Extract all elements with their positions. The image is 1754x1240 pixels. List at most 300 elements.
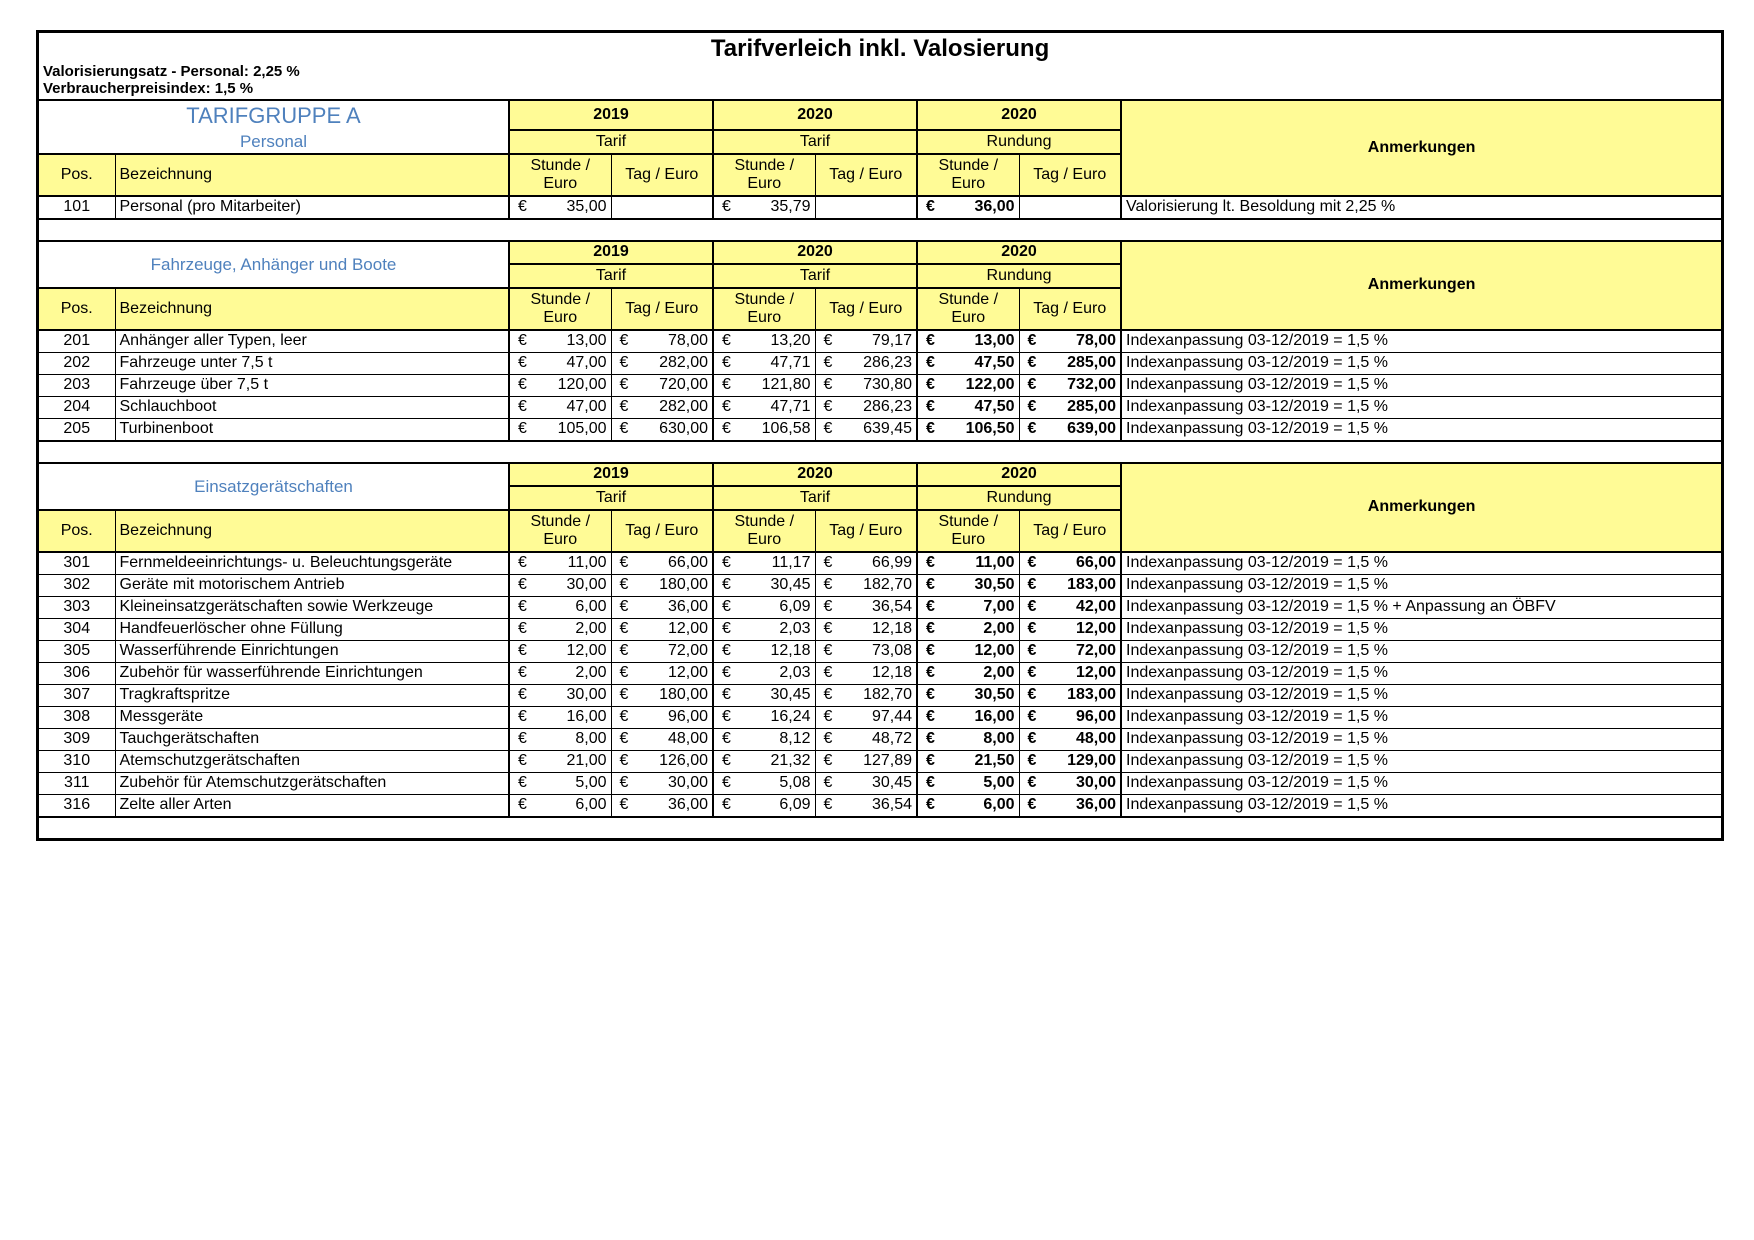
currency-symbol: € bbox=[509, 597, 531, 619]
day-cell: 12,18 bbox=[837, 663, 917, 685]
currency-symbol: € bbox=[815, 575, 837, 597]
tag-header: Tag / Euro bbox=[815, 510, 917, 552]
hour-cell: 5,08 bbox=[735, 773, 815, 795]
rounded-hour-cell: 12,00 bbox=[939, 641, 1019, 663]
tarif-2020-label: Tarif bbox=[713, 486, 917, 510]
tarif-2019-label: Tarif bbox=[509, 264, 713, 288]
tag-header: Tag / Euro bbox=[815, 154, 917, 196]
currency-symbol: € bbox=[713, 729, 735, 751]
currency-symbol: € bbox=[815, 751, 837, 773]
currency-symbol: € bbox=[611, 552, 633, 575]
hour-cell: 30,45 bbox=[735, 685, 815, 707]
currency-symbol: € bbox=[917, 751, 939, 773]
currency-symbol: € bbox=[917, 685, 939, 707]
hour-cell: 47,71 bbox=[735, 353, 815, 375]
currency-symbol: € bbox=[611, 397, 633, 419]
anmerkung-cell: Indexanpassung 03-12/2019 = 1,5 % bbox=[1121, 552, 1721, 575]
currency-symbol: € bbox=[917, 597, 939, 619]
currency-symbol: € bbox=[917, 773, 939, 795]
hour-cell: 2,00 bbox=[531, 663, 611, 685]
day-cell: 48,00 bbox=[633, 729, 713, 751]
currency-symbol: € bbox=[1019, 330, 1041, 353]
day-cell: 30,45 bbox=[837, 773, 917, 795]
currency-symbol: € bbox=[815, 685, 837, 707]
pos-cell: 307 bbox=[39, 685, 115, 707]
year-2019: 2019 bbox=[509, 241, 713, 264]
hour-cell: 11,17 bbox=[735, 552, 815, 575]
currency-symbol: € bbox=[611, 795, 633, 818]
currency-symbol: € bbox=[611, 419, 633, 442]
currency-symbol bbox=[1019, 196, 1041, 219]
currency-symbol: € bbox=[713, 196, 735, 219]
stunde-header: Stunde / Euro bbox=[509, 154, 611, 196]
pos-cell: 302 bbox=[39, 575, 115, 597]
currency-symbol: € bbox=[509, 773, 531, 795]
rounded-hour-cell: 36,00 bbox=[939, 196, 1019, 219]
currency-symbol: € bbox=[815, 641, 837, 663]
anmerkungen-header: Anmerkungen bbox=[1121, 241, 1721, 330]
anmerkung-cell: Indexanpassung 03-12/2019 = 1,5 % bbox=[1121, 330, 1721, 353]
currency-symbol: € bbox=[611, 729, 633, 751]
currency-symbol: € bbox=[713, 397, 735, 419]
table-row bbox=[39, 707, 1721, 729]
bezeichnung-cell: Turbinenboot bbox=[115, 419, 509, 442]
rounded-day-cell: 30,00 bbox=[1041, 773, 1121, 795]
hour-cell: 13,00 bbox=[531, 330, 611, 353]
day-cell: 97,44 bbox=[837, 707, 917, 729]
currency-symbol: € bbox=[509, 196, 531, 219]
stunde-header: Stunde / Euro bbox=[917, 288, 1019, 330]
year-2019: 2019 bbox=[509, 463, 713, 486]
section-title: Personal bbox=[239, 131, 308, 151]
rounded-day-cell: 639,00 bbox=[1041, 419, 1121, 442]
bezeichnung-cell: Schlauchboot bbox=[115, 397, 509, 419]
hour-cell: 2,03 bbox=[735, 619, 815, 641]
rounded-hour-cell: 30,50 bbox=[939, 685, 1019, 707]
day-cell: 96,00 bbox=[633, 707, 713, 729]
rounded-day-cell: 12,00 bbox=[1041, 663, 1121, 685]
currency-symbol: € bbox=[509, 641, 531, 663]
bezeichnung-header: Bezeichnung bbox=[115, 288, 509, 330]
bezeichnung-cell: Handfeuerlöscher ohne Füllung bbox=[115, 619, 509, 641]
currency-symbol: € bbox=[1019, 397, 1041, 419]
day-cell: 180,00 bbox=[633, 685, 713, 707]
tariff-table bbox=[39, 33, 1721, 838]
table-row bbox=[39, 663, 1721, 685]
day-cell: 12,00 bbox=[633, 619, 713, 641]
day-cell: 282,00 bbox=[633, 397, 713, 419]
rounded-day-cell: 42,00 bbox=[1041, 597, 1121, 619]
tag-header: Tag / Euro bbox=[1019, 510, 1121, 552]
currency-symbol: € bbox=[917, 707, 939, 729]
pos-cell: 301 bbox=[39, 552, 115, 575]
bezeichnung-cell: Geräte mit motorischem Antrieb bbox=[115, 575, 509, 597]
currency-symbol: € bbox=[1019, 795, 1041, 818]
day-cell: 36,00 bbox=[633, 597, 713, 619]
currency-symbol: € bbox=[1019, 353, 1041, 375]
rounded-hour-cell: 21,50 bbox=[939, 751, 1019, 773]
rundung-label: Rundung bbox=[917, 264, 1121, 288]
rounded-day-cell: 285,00 bbox=[1041, 397, 1121, 419]
anmerkung-cell: Indexanpassung 03-12/2019 = 1,5 % bbox=[1121, 353, 1721, 375]
currency-symbol: € bbox=[713, 575, 735, 597]
currency-symbol: € bbox=[1019, 552, 1041, 575]
rounded-hour-cell: 47,50 bbox=[939, 397, 1019, 419]
anmerkung-cell: Indexanpassung 03-12/2019 = 1,5 % bbox=[1121, 575, 1721, 597]
pos-cell: 305 bbox=[39, 641, 115, 663]
day-cell: 730,80 bbox=[837, 375, 917, 397]
pos-header: Pos. bbox=[39, 154, 115, 196]
bezeichnung-header: Bezeichnung bbox=[115, 510, 509, 552]
rounded-hour-cell: 2,00 bbox=[939, 619, 1019, 641]
currency-symbol: € bbox=[815, 773, 837, 795]
hour-cell: 6,00 bbox=[531, 597, 611, 619]
currency-symbol: € bbox=[509, 795, 531, 818]
page-title: Tarifverleich inkl. Valosierung bbox=[710, 35, 1050, 62]
rundung-label: Rundung bbox=[917, 130, 1121, 154]
bezeichnung-cell: Tauchgerätschaften bbox=[115, 729, 509, 751]
spacer-cell bbox=[39, 441, 1721, 463]
section-title: Einsatzgerätschaften bbox=[194, 476, 353, 496]
currency-symbol: € bbox=[611, 663, 633, 685]
currency-symbol: € bbox=[917, 419, 939, 442]
anmerkung-cell: Indexanpassung 03-12/2019 = 1,5 % bbox=[1121, 419, 1721, 442]
bezeichnung-cell: Kleineinsatzgerätschaften sowie Werkzeuge bbox=[115, 597, 509, 619]
currency-symbol: € bbox=[917, 663, 939, 685]
currency-symbol: € bbox=[917, 330, 939, 353]
table-row bbox=[39, 196, 1721, 219]
currency-symbol: € bbox=[1019, 575, 1041, 597]
spacer-cell bbox=[39, 219, 1721, 241]
table-row bbox=[39, 795, 1721, 818]
spacer-row bbox=[39, 817, 1721, 838]
currency-symbol: € bbox=[611, 619, 633, 641]
anmerkung-cell: Indexanpassung 03-12/2019 = 1,5 % bbox=[1121, 795, 1721, 818]
currency-symbol: € bbox=[509, 663, 531, 685]
rounded-hour-cell: 106,50 bbox=[939, 419, 1019, 442]
currency-symbol: € bbox=[713, 707, 735, 729]
bezeichnung-cell: Atemschutzgerätschaften bbox=[115, 751, 509, 773]
hour-cell: 16,00 bbox=[531, 707, 611, 729]
hour-cell: 12,18 bbox=[735, 641, 815, 663]
currency-symbol: € bbox=[815, 619, 837, 641]
spacer-cell bbox=[39, 817, 1721, 838]
bezeichnung-cell: Wasserführende Einrichtungen bbox=[115, 641, 509, 663]
currency-symbol: € bbox=[611, 685, 633, 707]
stunde-header: Stunde / Euro bbox=[713, 154, 815, 196]
table-row bbox=[39, 729, 1721, 751]
section-header-row bbox=[39, 463, 1721, 486]
hour-cell: 21,00 bbox=[531, 751, 611, 773]
tag-header: Tag / Euro bbox=[1019, 154, 1121, 196]
bezeichnung-cell: Messgeräte bbox=[115, 707, 509, 729]
pos-cell: 203 bbox=[39, 375, 115, 397]
day-cell: 36,00 bbox=[633, 795, 713, 818]
currency-symbol: € bbox=[1019, 729, 1041, 751]
day-cell: 282,00 bbox=[633, 353, 713, 375]
currency-symbol: € bbox=[917, 375, 939, 397]
hour-cell: 12,00 bbox=[531, 641, 611, 663]
day-cell: 639,45 bbox=[837, 419, 917, 442]
hour-cell: 47,71 bbox=[735, 397, 815, 419]
table-row bbox=[39, 751, 1721, 773]
pos-cell: 306 bbox=[39, 663, 115, 685]
pos-cell: 303 bbox=[39, 597, 115, 619]
meta-vpi: Verbraucherpreisindex: 1,5 % bbox=[39, 80, 1721, 100]
day-cell: 182,70 bbox=[837, 685, 917, 707]
currency-symbol: € bbox=[713, 663, 735, 685]
hour-cell: 106,58 bbox=[735, 419, 815, 442]
rounded-hour-cell: 8,00 bbox=[939, 729, 1019, 751]
hour-cell: 6,00 bbox=[531, 795, 611, 818]
group-title: TARIFGRUPPE A bbox=[186, 102, 361, 128]
hour-cell: 21,32 bbox=[735, 751, 815, 773]
anmerkung-cell: Indexanpassung 03-12/2019 = 1,5 % bbox=[1121, 751, 1721, 773]
currency-symbol: € bbox=[509, 330, 531, 353]
rundung-label: Rundung bbox=[917, 486, 1121, 510]
currency-symbol: € bbox=[713, 419, 735, 442]
tarif-2020-label: Tarif bbox=[713, 130, 917, 154]
currency-symbol: € bbox=[917, 729, 939, 751]
currency-symbol: € bbox=[713, 597, 735, 619]
hour-cell: 11,00 bbox=[531, 552, 611, 575]
tag-header: Tag / Euro bbox=[815, 288, 917, 330]
bezeichnung-cell: Fahrzeuge über 7,5 t bbox=[115, 375, 509, 397]
currency-symbol bbox=[611, 196, 633, 219]
hour-cell: 121,80 bbox=[735, 375, 815, 397]
currency-symbol: € bbox=[713, 641, 735, 663]
bezeichnung-cell: Personal (pro Mitarbeiter) bbox=[115, 196, 509, 219]
table-row bbox=[39, 330, 1721, 353]
currency-symbol: € bbox=[713, 773, 735, 795]
currency-symbol: € bbox=[917, 575, 939, 597]
pos-cell: 310 bbox=[39, 751, 115, 773]
day-cell: 66,99 bbox=[837, 552, 917, 575]
day-cell: 127,89 bbox=[837, 751, 917, 773]
rounded-hour-cell: 7,00 bbox=[939, 597, 1019, 619]
hour-cell: 16,24 bbox=[735, 707, 815, 729]
bezeichnung-cell: Anhänger aller Typen, leer bbox=[115, 330, 509, 353]
bezeichnung-cell: Zubehör für Atemschutzgerätschaften bbox=[115, 773, 509, 795]
currency-symbol: € bbox=[1019, 707, 1041, 729]
table-row bbox=[39, 575, 1721, 597]
day-cell: 12,18 bbox=[837, 619, 917, 641]
day-cell: 72,00 bbox=[633, 641, 713, 663]
anmerkung-cell: Indexanpassung 03-12/2019 = 1,5 % bbox=[1121, 707, 1721, 729]
anmerkung-cell: Indexanpassung 03-12/2019 = 1,5 % bbox=[1121, 729, 1721, 751]
currency-symbol bbox=[815, 196, 837, 219]
day-cell: 36,54 bbox=[837, 795, 917, 818]
currency-symbol: € bbox=[713, 795, 735, 818]
day-cell: 12,00 bbox=[633, 663, 713, 685]
rounded-hour-cell: 30,50 bbox=[939, 575, 1019, 597]
currency-symbol: € bbox=[509, 751, 531, 773]
anmerkung-cell: Indexanpassung 03-12/2019 = 1,5 % bbox=[1121, 397, 1721, 419]
currency-symbol: € bbox=[509, 375, 531, 397]
anmerkung-cell: Indexanpassung 03-12/2019 = 1,5 % + Anpassung an ÖBFV bbox=[1121, 597, 1721, 619]
anmerkung-cell: Indexanpassung 03-12/2019 = 1,5 % bbox=[1121, 619, 1721, 641]
currency-symbol: € bbox=[1019, 641, 1041, 663]
currency-symbol: € bbox=[917, 641, 939, 663]
hour-cell: 6,09 bbox=[735, 597, 815, 619]
day-cell bbox=[837, 196, 917, 219]
day-cell: 36,54 bbox=[837, 597, 917, 619]
currency-symbol: € bbox=[815, 729, 837, 751]
spacer-row bbox=[39, 441, 1721, 463]
bezeichnung-cell: Zelte aller Arten bbox=[115, 795, 509, 818]
hour-cell: 2,00 bbox=[531, 619, 611, 641]
day-cell: 182,70 bbox=[837, 575, 917, 597]
currency-symbol: € bbox=[815, 795, 837, 818]
rounded-day-cell: 72,00 bbox=[1041, 641, 1121, 663]
spacer-row bbox=[39, 219, 1721, 241]
pos-cell: 101 bbox=[39, 196, 115, 219]
table-row bbox=[39, 375, 1721, 397]
section-header-row bbox=[39, 100, 1721, 130]
currency-symbol: € bbox=[815, 597, 837, 619]
currency-symbol: € bbox=[815, 707, 837, 729]
hour-cell: 30,00 bbox=[531, 685, 611, 707]
anmerkung-cell: Valorisierung lt. Besoldung mit 2,25 % bbox=[1121, 196, 1721, 219]
day-cell bbox=[633, 196, 713, 219]
tag-header: Tag / Euro bbox=[611, 154, 713, 196]
currency-symbol: € bbox=[611, 575, 633, 597]
table-row bbox=[39, 619, 1721, 641]
stunde-header: Stunde / Euro bbox=[713, 288, 815, 330]
anmerkung-cell: Indexanpassung 03-12/2019 = 1,5 % bbox=[1121, 685, 1721, 707]
currency-symbol: € bbox=[611, 375, 633, 397]
bezeichnung-cell: Fahrzeuge unter 7,5 t bbox=[115, 353, 509, 375]
table-row bbox=[39, 419, 1721, 442]
hour-cell: 6,09 bbox=[735, 795, 815, 818]
table-row bbox=[39, 353, 1721, 375]
day-cell: 630,00 bbox=[633, 419, 713, 442]
hour-cell: 5,00 bbox=[531, 773, 611, 795]
tarif-2020-label: Tarif bbox=[713, 264, 917, 288]
stunde-header: Stunde / Euro bbox=[917, 154, 1019, 196]
day-cell: 66,00 bbox=[633, 552, 713, 575]
currency-symbol: € bbox=[509, 575, 531, 597]
hour-cell: 105,00 bbox=[531, 419, 611, 442]
currency-symbol: € bbox=[917, 196, 939, 219]
currency-symbol: € bbox=[1019, 375, 1041, 397]
currency-symbol: € bbox=[917, 353, 939, 375]
rounded-day-cell: 129,00 bbox=[1041, 751, 1121, 773]
pos-cell: 201 bbox=[39, 330, 115, 353]
currency-symbol: € bbox=[611, 707, 633, 729]
pos-header: Pos. bbox=[39, 288, 115, 330]
rounded-day-cell: 36,00 bbox=[1041, 795, 1121, 818]
meta-valorisierung: Valorisierungsatz - Personal: 2,25 % bbox=[43, 62, 300, 80]
pos-cell: 316 bbox=[39, 795, 115, 818]
rounded-hour-cell: 16,00 bbox=[939, 707, 1019, 729]
rounded-hour-cell: 13,00 bbox=[939, 330, 1019, 353]
day-cell: 30,00 bbox=[633, 773, 713, 795]
tariff-sheet bbox=[36, 30, 1724, 841]
bezeichnung-cell: Fernmeldeeinrichtungs- u. Beleuchtungsgeräte bbox=[115, 552, 509, 575]
currency-symbol: € bbox=[815, 663, 837, 685]
currency-symbol: € bbox=[815, 330, 837, 353]
currency-symbol: € bbox=[713, 552, 735, 575]
currency-symbol: € bbox=[713, 375, 735, 397]
rounded-hour-cell: 2,00 bbox=[939, 663, 1019, 685]
hour-cell: 47,00 bbox=[531, 397, 611, 419]
rounded-day-cell: 285,00 bbox=[1041, 353, 1121, 375]
day-cell: 720,00 bbox=[633, 375, 713, 397]
table-row bbox=[39, 685, 1721, 707]
stunde-header: Stunde / Euro bbox=[509, 288, 611, 330]
hour-cell: 30,00 bbox=[531, 575, 611, 597]
currency-symbol: € bbox=[815, 353, 837, 375]
table-row bbox=[39, 773, 1721, 795]
year-2020-rundung: 2020 bbox=[917, 463, 1121, 486]
year-2020-rundung: 2020 bbox=[917, 241, 1121, 264]
hour-cell: 35,79 bbox=[735, 196, 815, 219]
pos-cell: 202 bbox=[39, 353, 115, 375]
currency-symbol: € bbox=[611, 330, 633, 353]
hour-cell: 120,00 bbox=[531, 375, 611, 397]
section-header-row bbox=[39, 241, 1721, 264]
tag-header: Tag / Euro bbox=[611, 510, 713, 552]
rounded-hour-cell: 5,00 bbox=[939, 773, 1019, 795]
anmerkungen-header: Anmerkungen bbox=[1121, 100, 1721, 196]
hour-cell: 13,20 bbox=[735, 330, 815, 353]
year-2020-rundung: 2020 bbox=[917, 100, 1121, 130]
rounded-day-cell bbox=[1041, 196, 1121, 219]
currency-symbol: € bbox=[509, 552, 531, 575]
day-cell: 180,00 bbox=[633, 575, 713, 597]
hour-cell: 8,00 bbox=[531, 729, 611, 751]
rounded-day-cell: 96,00 bbox=[1041, 707, 1121, 729]
currency-symbol: € bbox=[917, 552, 939, 575]
day-cell: 78,00 bbox=[633, 330, 713, 353]
year-2020: 2020 bbox=[713, 100, 917, 130]
rounded-day-cell: 732,00 bbox=[1041, 375, 1121, 397]
currency-symbol: € bbox=[509, 729, 531, 751]
day-cell: 48,72 bbox=[837, 729, 917, 751]
rounded-day-cell: 66,00 bbox=[1041, 552, 1121, 575]
pos-cell: 308 bbox=[39, 707, 115, 729]
tag-header: Tag / Euro bbox=[611, 288, 713, 330]
pos-cell: 309 bbox=[39, 729, 115, 751]
pos-cell: 311 bbox=[39, 773, 115, 795]
currency-symbol: € bbox=[815, 419, 837, 442]
table-row bbox=[39, 552, 1721, 575]
rounded-day-cell: 183,00 bbox=[1041, 575, 1121, 597]
day-cell: 73,08 bbox=[837, 641, 917, 663]
currency-symbol: € bbox=[611, 751, 633, 773]
tag-header: Tag / Euro bbox=[1019, 288, 1121, 330]
currency-symbol: € bbox=[815, 552, 837, 575]
currency-symbol: € bbox=[1019, 773, 1041, 795]
table-row bbox=[39, 641, 1721, 663]
currency-symbol: € bbox=[509, 397, 531, 419]
currency-symbol: € bbox=[1019, 619, 1041, 641]
hour-cell: 30,45 bbox=[735, 575, 815, 597]
currency-symbol: € bbox=[815, 397, 837, 419]
day-cell: 126,00 bbox=[633, 751, 713, 773]
currency-symbol: € bbox=[815, 375, 837, 397]
year-2020: 2020 bbox=[713, 463, 917, 486]
day-cell: 286,23 bbox=[837, 353, 917, 375]
pos-cell: 204 bbox=[39, 397, 115, 419]
stunde-header: Stunde / Euro bbox=[509, 510, 611, 552]
anmerkung-cell: Indexanpassung 03-12/2019 = 1,5 % bbox=[1121, 641, 1721, 663]
currency-symbol: € bbox=[917, 397, 939, 419]
bezeichnung-header: Bezeichnung bbox=[115, 154, 509, 196]
currency-symbol: € bbox=[509, 707, 531, 729]
currency-symbol: € bbox=[1019, 663, 1041, 685]
